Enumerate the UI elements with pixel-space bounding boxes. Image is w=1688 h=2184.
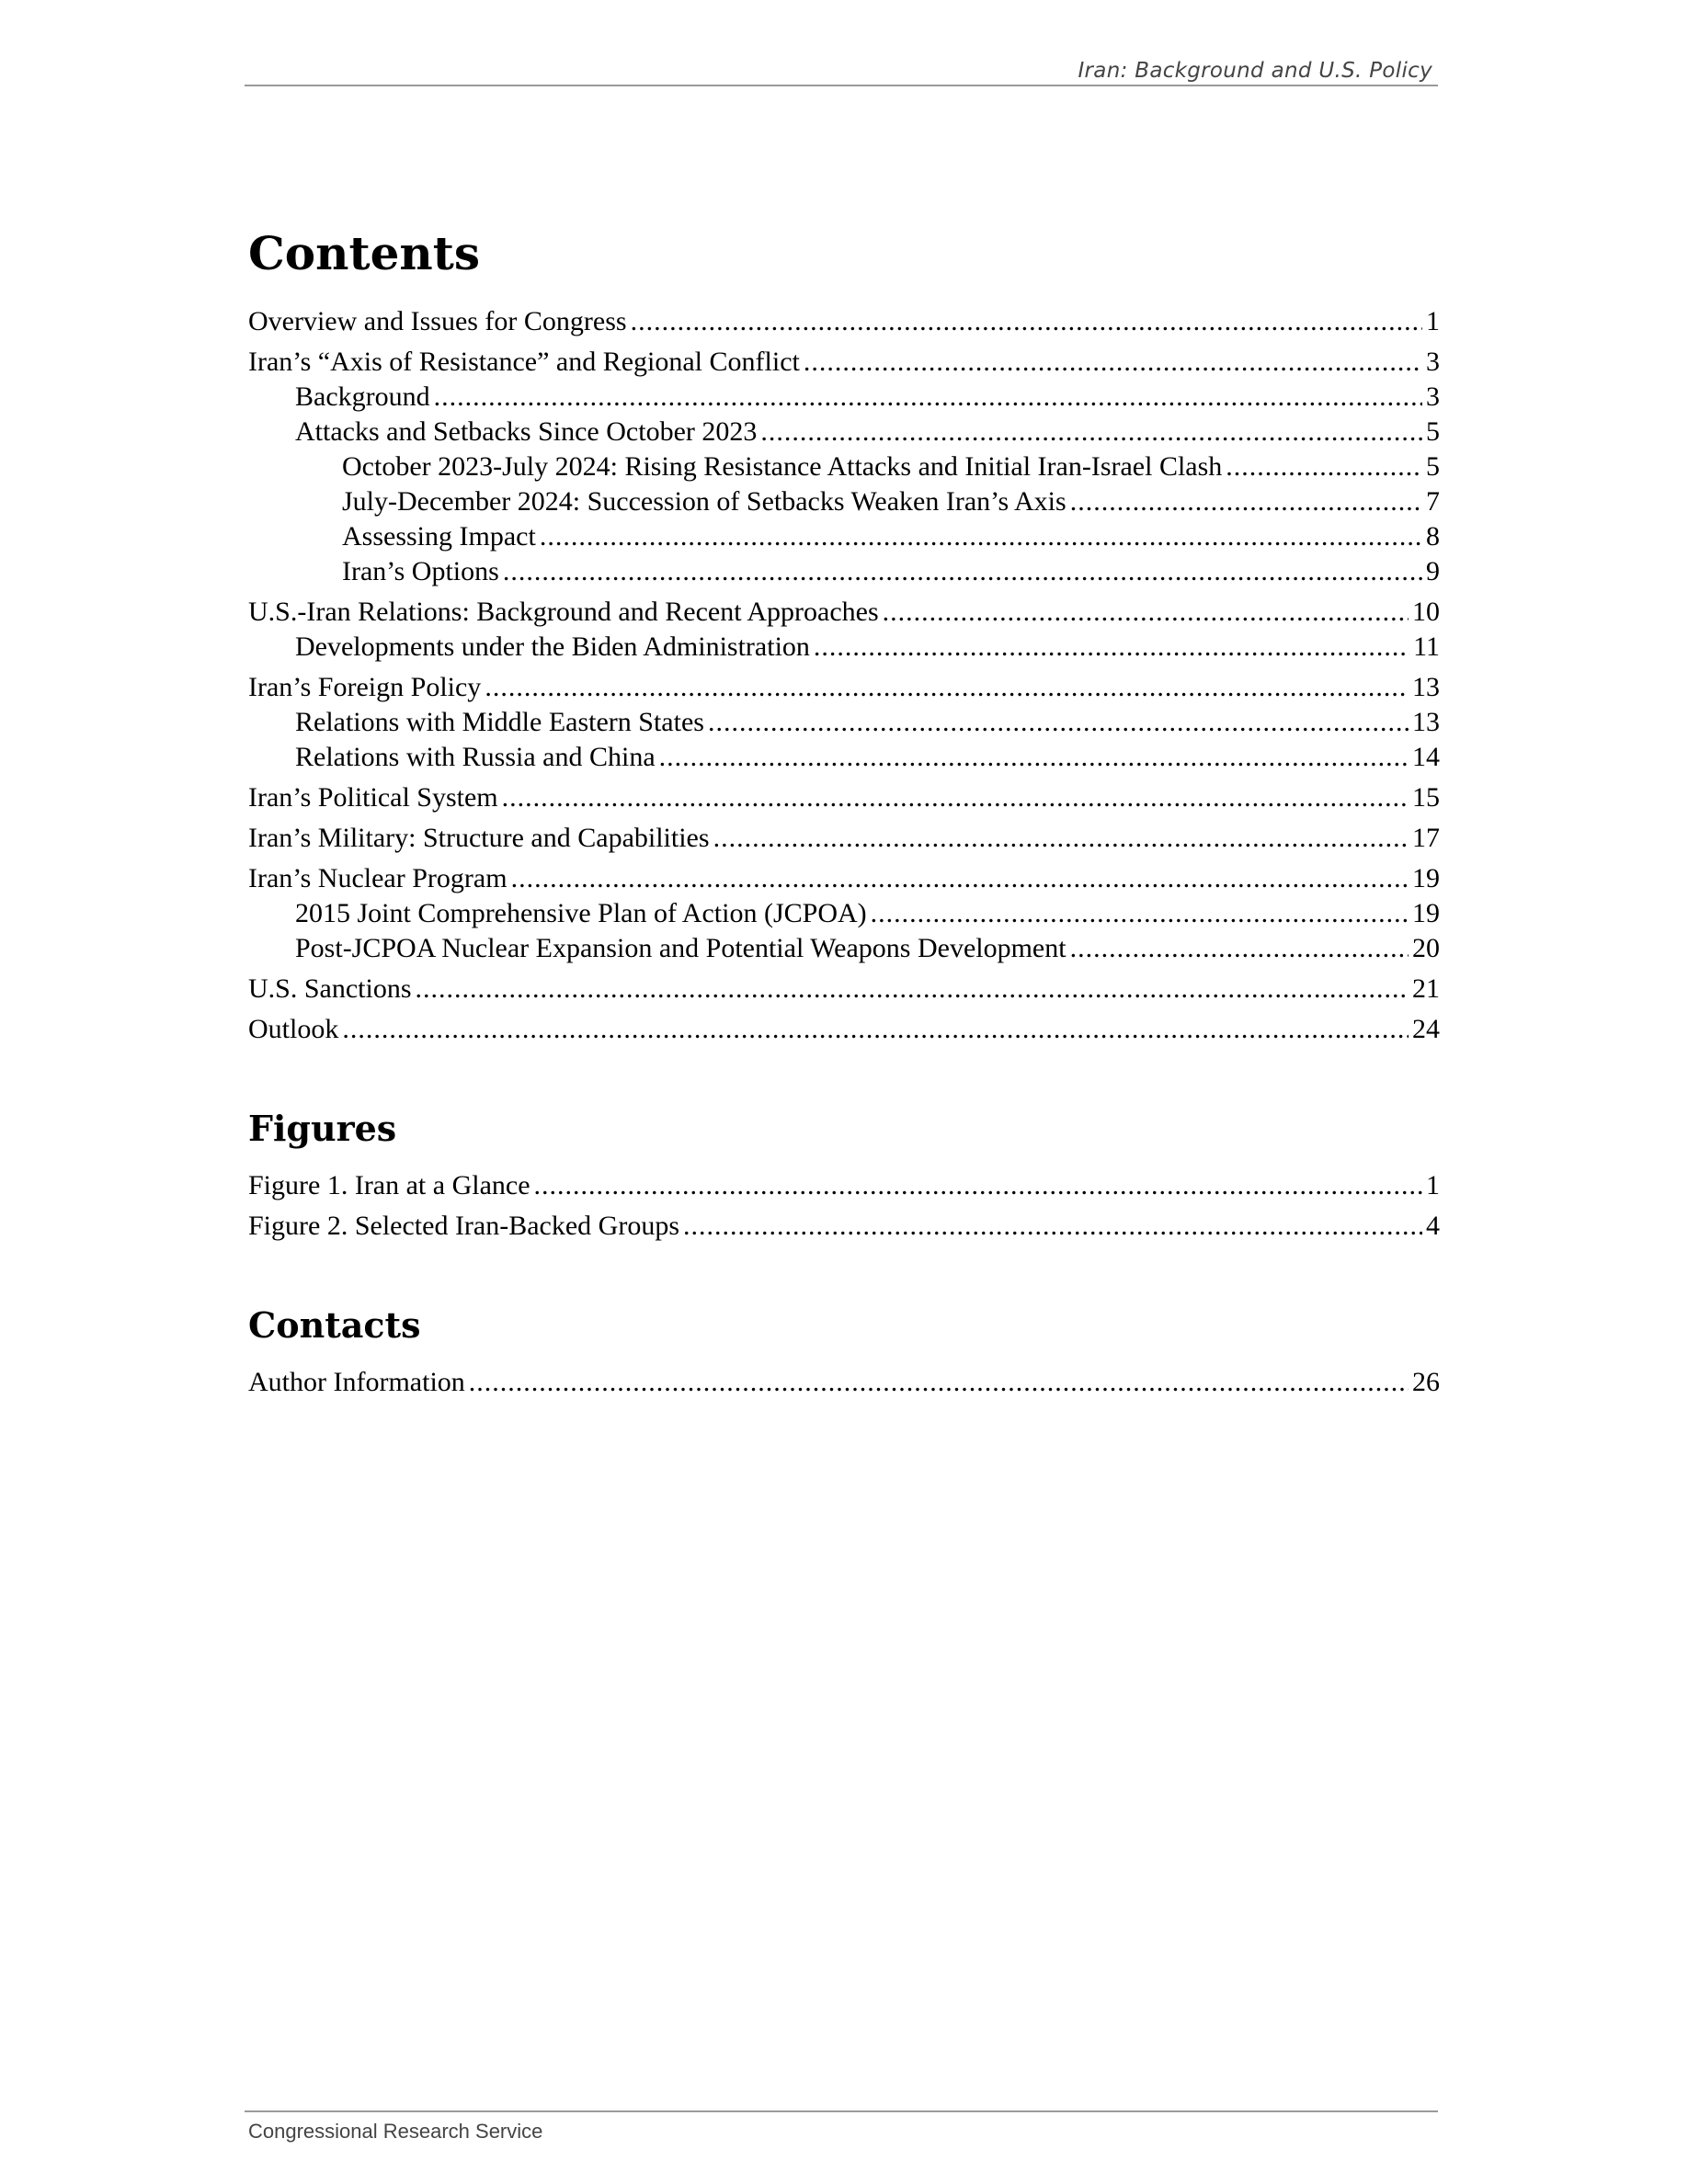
toc-entry-title: Iran’s “Axis of Resistance” and Regional Conflict <box>248 347 800 377</box>
toc-dot-leader <box>416 972 1409 1007</box>
toc-entry-title: Overview and Issues for Congress <box>248 306 627 336</box>
toc-entry-title: Figure 1. Iran at a Glance <box>248 1169 530 1200</box>
toc-dot-leader <box>631 304 1422 339</box>
toc-dot-leader <box>469 1365 1409 1400</box>
toc-entry-page: 11 <box>1413 631 1440 662</box>
toc-dot-leader <box>342 1012 1409 1047</box>
toc-dot-leader <box>511 861 1409 896</box>
toc-dot-leader <box>534 1168 1422 1203</box>
toc-entry[interactable] <box>248 740 1440 775</box>
toc-entry[interactable] <box>248 519 1440 554</box>
toc-entry-page: 20 <box>1412 933 1440 963</box>
toc-entry-title: U.S. Sanctions <box>248 973 412 1004</box>
toc-entry[interactable] <box>248 380 1440 415</box>
toc-entry-page: 7 <box>1426 486 1440 517</box>
toc-dot-leader <box>540 519 1422 554</box>
figures-heading: Figures <box>248 1108 397 1149</box>
toc-entry[interactable] <box>248 554 1440 589</box>
toc-entry-page: 17 <box>1412 823 1440 853</box>
contents-list <box>248 304 1440 1047</box>
toc-dot-leader <box>1226 449 1422 484</box>
toc-entry[interactable] <box>248 972 1440 1007</box>
toc-entry-page: 1 <box>1426 306 1440 336</box>
toc-entry[interactable] <box>248 931 1440 966</box>
toc-content <box>248 228 1440 1400</box>
toc-entry[interactable] <box>248 780 1440 815</box>
toc-dot-leader <box>659 740 1409 775</box>
toc-entry-page: 19 <box>1412 898 1440 928</box>
toc-entry-title: Attacks and Setbacks Since October 2023 <box>295 416 758 447</box>
contents-heading: Contents <box>248 226 481 280</box>
toc-entry-page: 15 <box>1412 782 1440 813</box>
toc-entry-title: Relations with Middle Eastern States <box>295 707 704 737</box>
toc-entry[interactable] <box>248 670 1440 705</box>
toc-entry-page: 5 <box>1426 451 1440 482</box>
toc-dot-leader <box>760 415 1422 449</box>
toc-entry[interactable] <box>248 705 1440 740</box>
toc-entry-title: Relations with Russia and China <box>295 742 656 772</box>
toc-entry-title: Iran’s Options <box>342 556 499 586</box>
toc-entry-title: 2015 Joint Comprehensive Plan of Action (JCPOA) <box>295 898 867 928</box>
running-header <box>245 57 1438 86</box>
toc-entry-page: 1 <box>1426 1169 1440 1200</box>
toc-entry-title: U.S.-Iran Relations: Background and Recent Approaches <box>248 597 879 627</box>
running-footer <box>245 2110 1438 2144</box>
toc-entry-title: Iran’s Nuclear Program <box>248 863 508 893</box>
toc-entry-page: 5 <box>1426 416 1440 447</box>
toc-entry-page: 14 <box>1412 742 1440 772</box>
toc-entry-title: October 2023-July 2024: Rising Resistance Attacks and Initial Iran-Israel Clash <box>342 451 1223 482</box>
toc-entry[interactable] <box>248 896 1440 931</box>
toc-dot-leader <box>708 705 1409 740</box>
toc-entry-page: 9 <box>1426 556 1440 586</box>
toc-dot-leader <box>683 1209 1422 1244</box>
toc-entry-title: Developments under the Biden Administration <box>295 631 810 662</box>
toc-entry[interactable] <box>248 484 1440 519</box>
toc-entry-page: 8 <box>1426 521 1440 552</box>
toc-entry[interactable] <box>248 449 1440 484</box>
toc-entry-page: 3 <box>1426 347 1440 377</box>
toc-dot-leader <box>814 630 1409 665</box>
toc-entry-title: Figure 2. Selected Iran-Backed Groups <box>248 1210 680 1241</box>
toc-entry-title: Assessing Impact <box>342 521 536 552</box>
toc-entry-page: 10 <box>1412 597 1440 627</box>
toc-dot-leader <box>871 896 1409 931</box>
toc-entry[interactable] <box>248 821 1440 856</box>
publisher-name: Congressional Research Service <box>248 2120 543 2143</box>
toc-dot-leader <box>1070 484 1422 519</box>
contacts-heading: Contacts <box>248 1303 421 1346</box>
toc-entry-page: 13 <box>1412 707 1440 737</box>
toc-entry-page: 19 <box>1412 863 1440 893</box>
toc-entry-title: Iran’s Political System <box>248 782 498 813</box>
toc-entry-title: Post-JCPOA Nuclear Expansion and Potential Weapons Development <box>295 933 1066 963</box>
toc-entry-page: 24 <box>1412 1014 1440 1044</box>
toc-entry-title: Iran’s Foreign Policy <box>248 672 482 702</box>
toc-entry[interactable] <box>248 1365 1440 1400</box>
toc-entry-title: July-December 2024: Succession of Setbacks Weaken Iran’s Axis <box>342 486 1066 517</box>
toc-entry-page: 4 <box>1426 1210 1440 1241</box>
toc-entry-page: 13 <box>1412 672 1440 702</box>
toc-entry-page: 3 <box>1426 381 1440 412</box>
toc-dot-leader <box>883 595 1409 630</box>
toc-dot-leader <box>502 780 1409 815</box>
toc-entry[interactable] <box>248 1012 1440 1047</box>
running-title: Iran: Background and U.S. Policy <box>1078 59 1432 83</box>
toc-entry[interactable] <box>248 304 1440 339</box>
toc-entry[interactable] <box>248 1209 1440 1244</box>
toc-dot-leader <box>485 670 1409 705</box>
toc-entry-title: Author Information <box>248 1366 465 1397</box>
toc-dot-leader <box>804 345 1422 380</box>
toc-entry[interactable] <box>248 630 1440 665</box>
toc-entry[interactable] <box>248 345 1440 380</box>
toc-entry[interactable] <box>248 1168 1440 1203</box>
toc-entry-title: Outlook <box>248 1014 339 1044</box>
toc-entry-title: Iran’s Military: Structure and Capabilities <box>248 823 710 853</box>
toc-dot-leader <box>1070 931 1409 966</box>
toc-dot-leader <box>434 380 1422 415</box>
toc-entry-page: 21 <box>1412 973 1440 1004</box>
figures-list <box>248 1168 1440 1244</box>
toc-entry[interactable] <box>248 415 1440 449</box>
toc-entry[interactable] <box>248 595 1440 630</box>
toc-entry[interactable] <box>248 861 1440 896</box>
toc-entry-title: Background <box>295 381 430 412</box>
toc-dot-leader <box>503 554 1422 589</box>
toc-entry-page: 26 <box>1412 1366 1440 1397</box>
contacts-list <box>248 1365 1440 1400</box>
toc-dot-leader <box>713 821 1409 856</box>
